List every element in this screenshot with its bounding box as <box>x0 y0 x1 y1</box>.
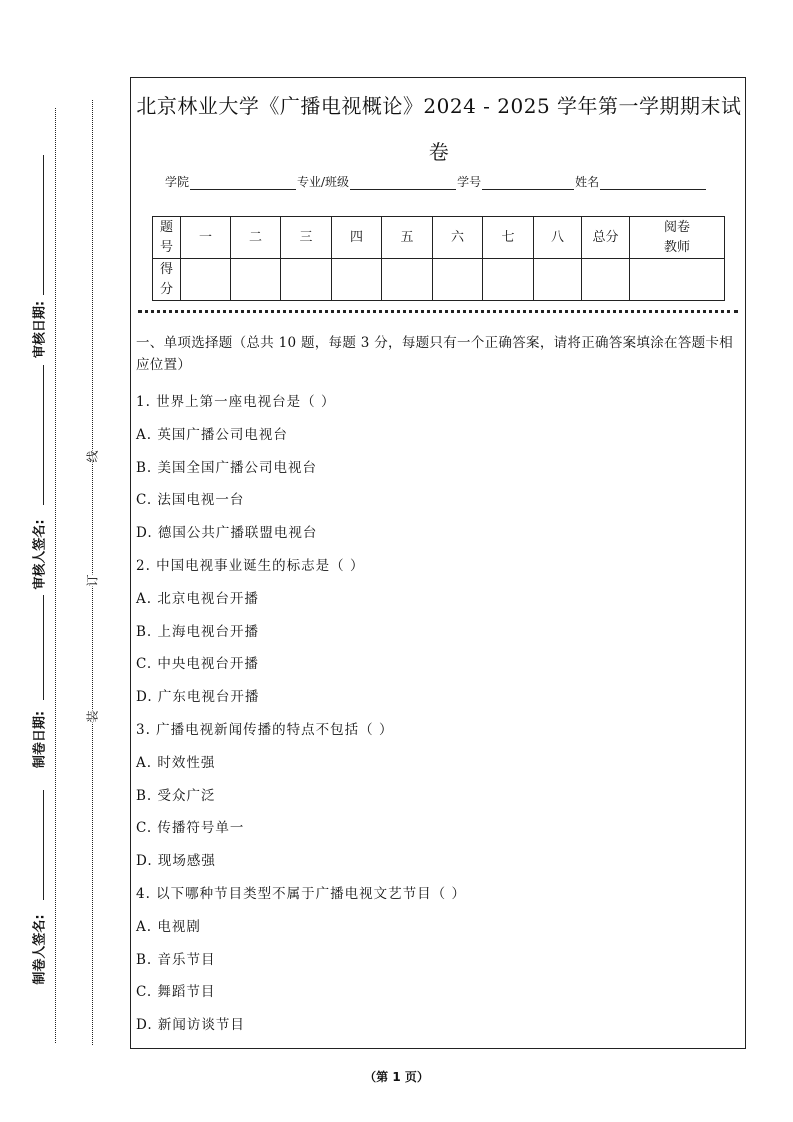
exam-title-line1: 北京林业大学《广播电视概论》2024 - 2025 学年第一学期期末试 <box>136 94 742 118</box>
answer-option[interactable]: A. 英国广播公司电视台 <box>136 426 288 443</box>
score-cell[interactable] <box>630 259 725 301</box>
score-row-label: 得 分 <box>153 259 181 301</box>
answer-option[interactable]: D. 德国公共广播联盟电视台 <box>136 525 318 542</box>
score-cell[interactable] <box>231 259 281 301</box>
student-id-label: 学号 <box>457 175 482 189</box>
cut-mark-pack: 装 <box>85 710 100 723</box>
reviewer-signature-label: 审核人签名: <box>32 519 48 590</box>
page-number: （第 1 页） <box>364 1070 429 1084</box>
cut-mark-line: 线 <box>85 450 100 463</box>
col-8: 八 <box>534 217 582 259</box>
score-cell[interactable] <box>433 259 483 301</box>
answer-option[interactable]: C. 法国电视一台 <box>136 492 245 509</box>
compiler-signature-label: 制卷人签名: <box>32 914 48 985</box>
answer-option[interactable]: C. 传播符号单一 <box>136 820 245 837</box>
cut-mark-bind: 订 <box>85 574 100 587</box>
answer-option[interactable]: D. 现场感强 <box>136 853 216 870</box>
answer-option[interactable]: A. 时效性强 <box>136 754 216 771</box>
answer-option[interactable]: A. 电视剧 <box>136 918 201 935</box>
section-separator <box>138 310 738 313</box>
answer-option[interactable]: B. 音乐节目 <box>136 951 216 968</box>
answer-option[interactable]: D. 广东电视台开播 <box>136 689 260 706</box>
answer-option[interactable]: D. 新闻访谈节目 <box>136 1017 245 1034</box>
answer-option[interactable]: B. 上海电视台开播 <box>136 623 260 640</box>
college-field[interactable] <box>190 176 296 190</box>
col-4: 四 <box>332 217 382 259</box>
answer-option[interactable]: B. 美国全国广播公司电视台 <box>136 459 318 476</box>
student-id-field[interactable] <box>482 176 574 190</box>
score-cell[interactable] <box>181 259 231 301</box>
question-number-header: 题 号 <box>153 217 181 259</box>
score-cell[interactable] <box>534 259 582 301</box>
score-cell[interactable] <box>382 259 433 301</box>
score-cell[interactable] <box>582 259 630 301</box>
question-stem: 1. 世界上第一座电视台是（ ） <box>136 394 336 410</box>
college-label: 学院 <box>165 175 190 189</box>
col-7: 七 <box>483 217 534 259</box>
student-info-row <box>165 173 725 190</box>
name-field[interactable] <box>600 176 706 190</box>
score-table-header-row <box>153 217 725 259</box>
score-cell[interactable] <box>483 259 534 301</box>
score-cell[interactable] <box>281 259 332 301</box>
question-stem: 3. 广播电视新闻传播的特点不包括（ ） <box>136 722 394 738</box>
col-3: 三 <box>281 217 332 259</box>
major-class-label: 专业/班级 <box>297 175 350 189</box>
answer-option[interactable]: B. 受众广泛 <box>136 787 216 804</box>
score-cell[interactable] <box>332 259 382 301</box>
question-stem: 4. 以下哪种节目类型不属于广播电视文艺节目（ ） <box>136 886 466 902</box>
question-content <box>136 332 742 1034</box>
col-total: 总分 <box>582 217 630 259</box>
major-class-field[interactable] <box>350 176 456 190</box>
exam-frame <box>130 77 746 1049</box>
col-2: 二 <box>231 217 281 259</box>
col-5: 五 <box>382 217 433 259</box>
answer-option[interactable]: A. 北京电视台开播 <box>136 590 259 607</box>
answer-option[interactable]: C. 舞蹈节目 <box>136 984 216 1001</box>
col-1: 一 <box>181 217 231 259</box>
compiler-signature-blank <box>43 790 44 900</box>
answer-option[interactable]: C. 中央电视台开播 <box>136 656 259 673</box>
score-table-score-row <box>153 259 725 301</box>
col-6: 六 <box>433 217 483 259</box>
exam-title <box>131 86 747 172</box>
exam-title-line2: 卷 <box>428 140 450 164</box>
binding-dotted-line-left <box>55 108 56 1043</box>
col-reviewer: 阅卷 教师 <box>630 217 725 259</box>
compile-date-label: 制卷日期: <box>32 710 48 769</box>
section-heading: 一、单项选择题（总共 10 题，每题 3 分，每题只有一个正确答案，请将正确答案填涂在答题卡相应位置） <box>136 335 734 373</box>
review-date-label: 审核日期: <box>32 300 48 359</box>
name-label: 姓名 <box>575 175 600 189</box>
score-table <box>152 216 725 301</box>
reviewer-signature-blank <box>43 365 44 505</box>
question-stem: 2. 中国电视事业诞生的标志是（ ） <box>136 558 365 574</box>
binding-dotted-line-right <box>92 100 93 1045</box>
